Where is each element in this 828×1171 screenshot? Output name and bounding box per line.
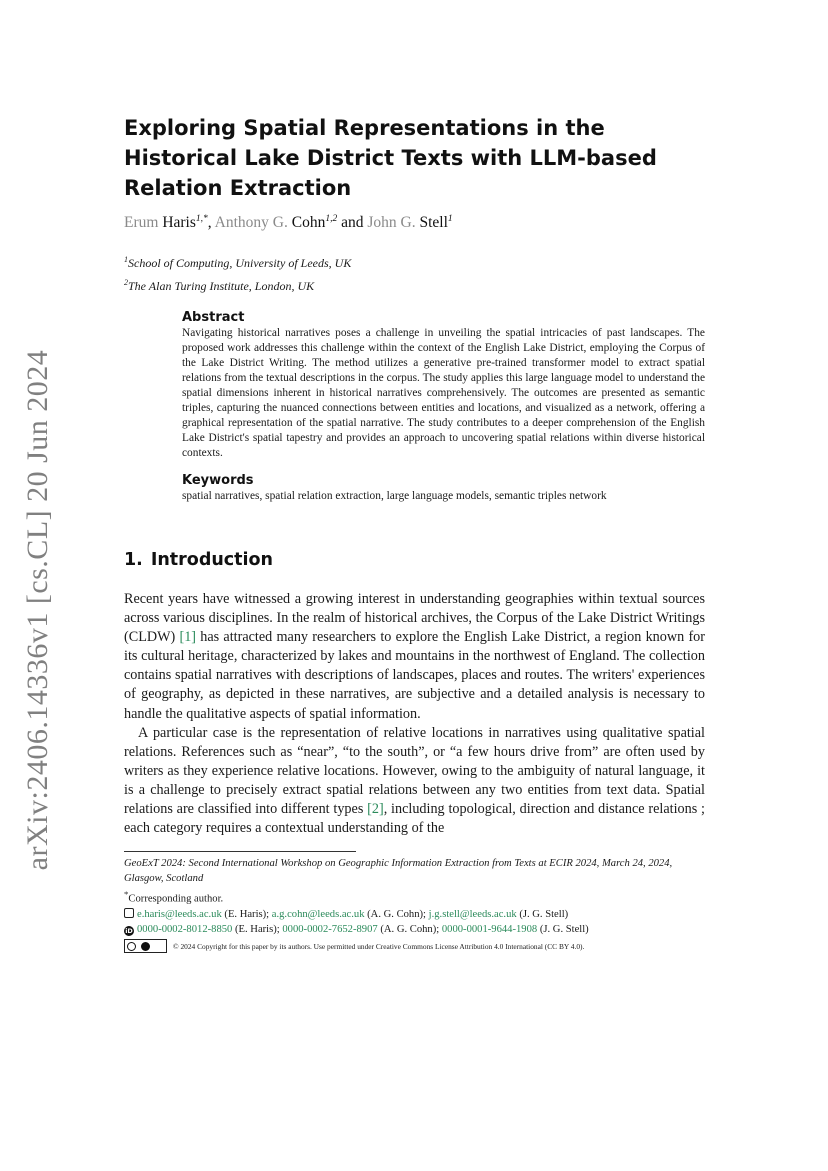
paragraph: A particular case is the representation of relative locations in narratives using qualitative spatial relations. References such as “near”, “to the south”, or “a few hours drive from” are often used by writers as they experience relative locations. However, owing to the ambiguity of natural language, it is a challenge to precisely extract spatial relations between any two entities from text data. Spatial relations are classified into different types [2], including topological, direction and distance relations ; each category requires a contextual understanding of the	[124, 724, 706, 837]
affiliations	[124, 250, 351, 296]
email-link[interactable]: e.haris@leeds.ac.uk	[137, 908, 222, 920]
citation-link[interactable]: [2]	[367, 801, 384, 818]
arxiv-id: arXiv:2406.14336v1 [cs.CL] 20 Jun 2024	[21, 349, 54, 871]
orcid-link[interactable]: 0000-0002-7652-8907	[282, 924, 378, 936]
corresponding-note: *Corresponding author.	[124, 888, 224, 905]
footnotes	[124, 856, 709, 954]
citation-link[interactable]: [1]	[179, 629, 197, 646]
affiliation: $^2$The Alan Turing Institute, London, UK	[124, 278, 315, 293]
copyright-notice: © 2024 Copyright for this paper by its authors. Use permitted under Creative Commons License Attribution 4.0 International (CC BY 4.0).	[173, 941, 585, 951]
email-link[interactable]: j.g.stell@leeds.ac.uk	[428, 908, 517, 920]
author: Anthony G. Cohn$^{1,2}$ and	[214, 214, 368, 232]
arxiv-sidebar-stamp	[14, 349, 62, 871]
keywords-text: spatial narratives, spatial relation extraction, large language models, semantic triples network	[182, 490, 607, 502]
orcid-link[interactable]: 0000-0001-9644-1908	[441, 924, 538, 936]
email-link[interactable]: a.g.cohn@leeds.ac.uk	[271, 908, 365, 920]
author: Erum Haris$^{1,*}$,	[124, 214, 215, 232]
footnote-divider	[124, 851, 356, 852]
orcid-icon: iD	[125, 927, 133, 936]
abstract-heading: Abstract	[182, 310, 245, 325]
orcid-line: iD 0000-0002-8012-8850 (E. Haris); 0000-0002-7652-8907 (A. G. Cohn); 0000-0001-9644-1908 (J. G. Stell)	[125, 924, 589, 936]
cc-by-license-badge-icon[interactable]	[124, 939, 167, 953]
paragraph: Recent years have witnessed a growing interest in understanding geographies within textual sources across various disciplines. In the realm of historical archives, the Corpus of the Lake District Writings (CLDW) [1] has attracted many researchers to explore the English Lake District, a region known for its cultural heritage, characterized by lakes and mountains in the northwest of England. The collection contains spatial narratives with descriptions of landscapes, places and routes. The writers' experiences of geography, as depicted in these narratives, are subjective and a detailed analysis is necessary to handle the qualitative aspects of spatial information.	[124, 591, 705, 722]
section-heading-introduction: 1. Introduction	[124, 550, 274, 570]
orcid-link[interactable]: 0000-0002-8012-8850	[137, 924, 233, 936]
keywords-block	[182, 472, 705, 504]
license-row	[124, 939, 709, 954]
venue-note: GeoExT 2024: Second International Workshop on Geographic Information Extraction from Texts at ECIR 2024, March 24, 2024, Glasgow, Scotland	[124, 858, 673, 885]
affiliation: $^1$School of Computing, University of Leeds, UK	[124, 255, 352, 270]
introduction-body	[124, 590, 705, 838]
author: John G. Stell$^1$	[367, 214, 453, 232]
email-line: e.haris@leeds.ac.uk (E. Haris); a.g.cohn@leeds.ac.uk (A. G. Cohn); j.g.stell@leeds.ac.uk (J. G. Stell)	[124, 907, 709, 922]
keywords-heading: Keywords	[182, 473, 254, 488]
abstract-text: Navigating historical narratives poses a challenge in unveiling the spatial intricacies of past landscapes. The proposed work addresses this challenge within the context of the English Lake District, employing the Corpus of the Lake District Writing. The method utilizes a generative pre-trained transformer model to extract spatial relations from the textual descriptions in the corpus. The study applies this large language model to understand the spatial dimensions inherent in historical narratives comprehensively. The outcomes are presented as semantic triples, capturing the nuanced connections between entities and locations, and visualized as a network, offering a graphical representation of the spatial narrative. The study contributes to a deeper comprehension of the English Lake District's spatial tapestry and provides an approach to uncovering spatial relations within diverse historical contexts.	[182, 327, 705, 459]
envelope-icon	[124, 908, 134, 918]
author-list	[124, 214, 453, 232]
abstract-block	[182, 309, 705, 461]
paper-title: Exploring Spatial Representations in the Historical Lake District Texts with LLM-based Relation Extraction	[124, 116, 657, 200]
